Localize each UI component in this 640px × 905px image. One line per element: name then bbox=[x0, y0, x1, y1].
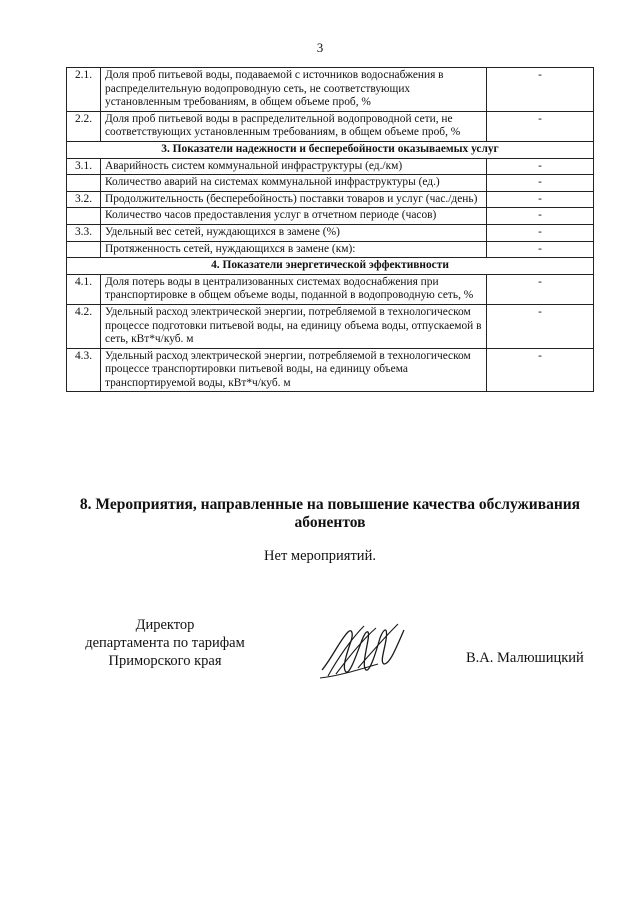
row-number: 4.2. bbox=[67, 304, 101, 348]
indicator-value: - bbox=[487, 304, 594, 348]
indicator-text: Доля потерь воды в централизованных системах водоснабжения при транспортировке в общем объеме воды, поданной в водопроводную сеть, % bbox=[101, 274, 487, 304]
table-section-row bbox=[67, 258, 594, 275]
signer-name: В.А. Малюшицкий bbox=[466, 650, 584, 666]
indicator-value: - bbox=[487, 274, 594, 304]
table-row bbox=[67, 111, 594, 141]
table-row bbox=[67, 175, 594, 192]
row-number: 4.3. bbox=[67, 348, 101, 392]
row-number bbox=[67, 175, 101, 192]
indicator-value: - bbox=[487, 158, 594, 175]
row-number bbox=[67, 241, 101, 258]
indicator-value: - bbox=[487, 68, 594, 112]
no-activities-text: Нет мероприятий. bbox=[264, 548, 376, 564]
indicator-value: - bbox=[487, 241, 594, 258]
signer-position-line: департамента по тарифам bbox=[85, 635, 245, 651]
signer-position bbox=[50, 616, 280, 670]
section-heading: 3. Показатели надежности и бесперебойности оказываемых услуг bbox=[67, 141, 594, 158]
page-number: 3 bbox=[316, 40, 324, 55]
indicator-text: Аварийность систем коммунальной инфраструктуры (ед./км) bbox=[101, 158, 487, 175]
row-number: 3.1. bbox=[67, 158, 101, 175]
row-number: 3.2. bbox=[67, 191, 101, 208]
indicator-text: Удельный расход электрической энергии, потребляемой в технологическом процессе транспортировки питьевой воды, на единицу объема транспортируемой воды, кВт*ч/куб. м bbox=[101, 348, 487, 392]
indicator-value: - bbox=[487, 111, 594, 141]
indicator-text: Продолжительность (бесперебойность) поставки товаров и услуг (час./день) bbox=[101, 191, 487, 208]
table-row bbox=[67, 304, 594, 348]
indicator-value: - bbox=[487, 224, 594, 241]
section-heading: 4. Показатели энергетической эффективности bbox=[67, 258, 594, 275]
row-number: 3.3. bbox=[67, 224, 101, 241]
row-number: 2.1. bbox=[67, 68, 101, 112]
row-number bbox=[67, 208, 101, 225]
row-number: 4.1. bbox=[67, 274, 101, 304]
signer-position-line: Директор bbox=[135, 617, 195, 633]
indicator-value: - bbox=[487, 191, 594, 208]
section-8-title: 8. Мероприятия, направленные на повышение качества обслуживания абонентов bbox=[79, 496, 581, 531]
table-row bbox=[67, 348, 594, 392]
sub-indicator-text: Протяженность сетей, нуждающихся в замене (км): bbox=[101, 241, 487, 258]
table-row bbox=[67, 68, 594, 112]
indicators-table bbox=[66, 67, 594, 392]
table-row bbox=[67, 274, 594, 304]
indicator-value: - bbox=[487, 348, 594, 392]
sub-indicator-text: Количество аварий на системах коммунальной инфраструктуры (ед.) bbox=[101, 175, 487, 192]
indicator-text: Доля проб питьевой воды в распределительной водопроводной сети, не соответствующих установленным требованиям, в общем объеме проб, % bbox=[101, 111, 487, 141]
indicator-text: Удельный вес сетей, нуждающихся в замене (%) bbox=[101, 224, 487, 241]
table-row bbox=[67, 158, 594, 175]
table-row bbox=[67, 224, 594, 241]
indicator-value: - bbox=[487, 175, 594, 192]
row-number: 2.2. bbox=[67, 111, 101, 141]
sub-indicator-text: Количество часов предоставления услуг в отчетном периоде (часов) bbox=[101, 208, 487, 225]
table-row bbox=[67, 191, 594, 208]
table-row bbox=[67, 241, 594, 258]
indicator-value: - bbox=[487, 208, 594, 225]
indicator-text: Удельный расход электрической энергии, потребляемой в технологическом процессе подготовки питьевой воды, на единицу объема воды, отпускаемой в сеть, кВт*ч/куб. м bbox=[101, 304, 487, 348]
signer-position-line: Приморского края bbox=[108, 653, 222, 669]
table-row bbox=[67, 208, 594, 225]
indicator-text: Доля проб питьевой воды, подаваемой с источников водоснабжения в распределительную водопроводную сеть, не соответствующих установленным требованиям, в общем объеме проб, % bbox=[101, 68, 487, 112]
handwritten-signature bbox=[318, 618, 408, 682]
table-section-row bbox=[67, 141, 594, 158]
